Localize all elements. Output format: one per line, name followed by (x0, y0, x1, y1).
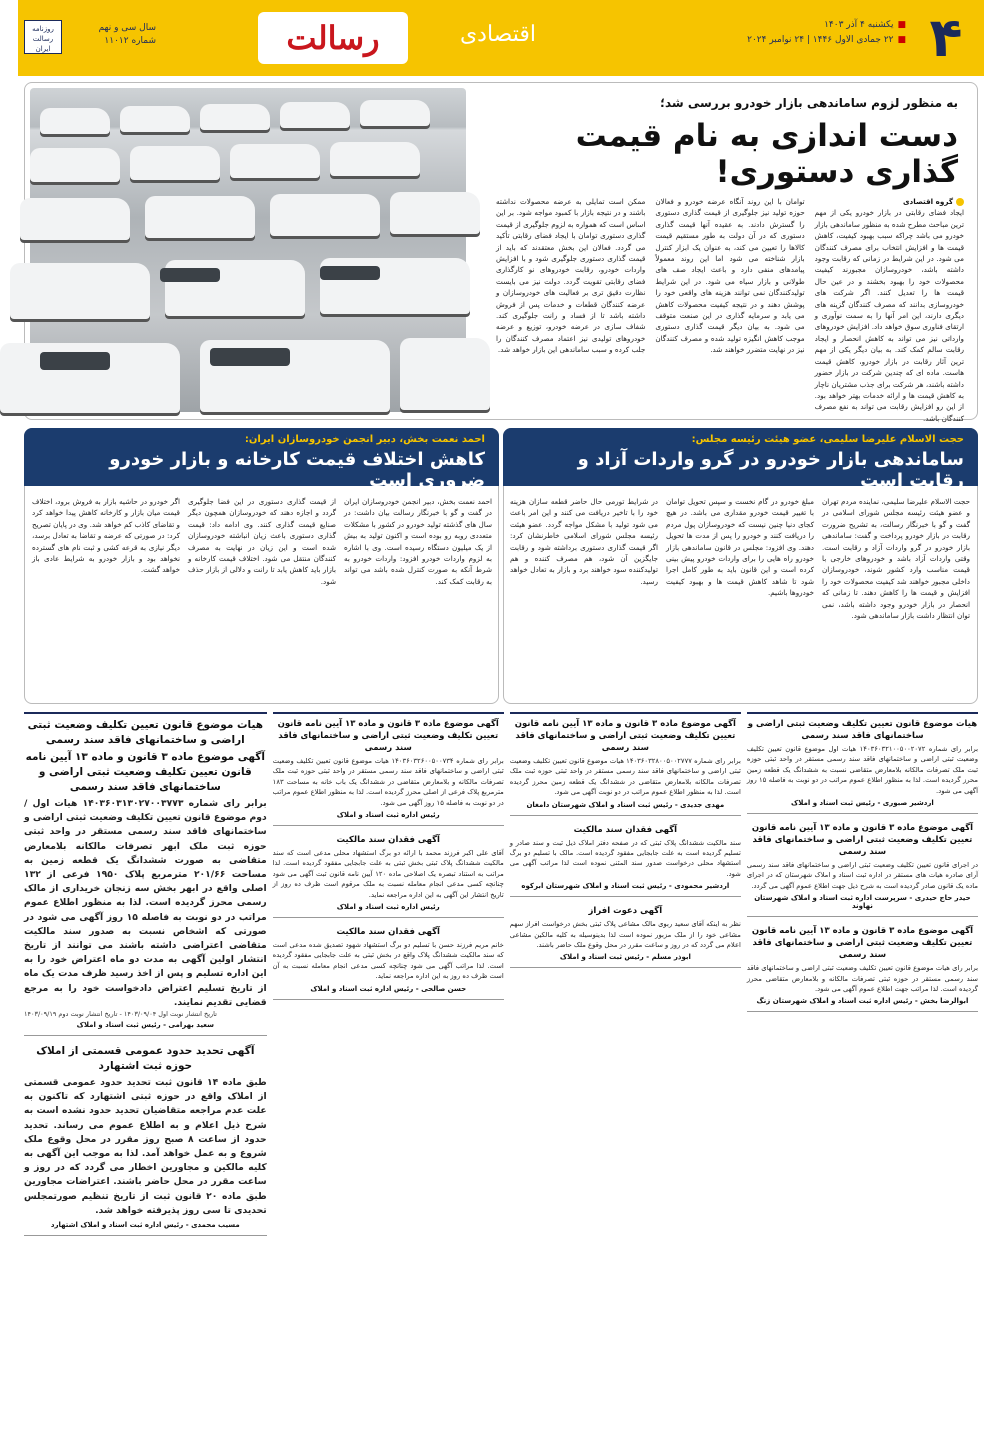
ad-title: آگهی موضوع ماده ۳ قانون و ماده ۱۳ آیین نامه قانون تعیین تکلیف وضعیت ثبتی اراضی و ساختمانهای فاقد سند رسمی (277, 719, 499, 753)
ad-title: آگهی فقدان سند مالکیت (336, 927, 440, 938)
ad-item (273, 718, 504, 826)
section-title: اقتصادی (459, 22, 537, 47)
ad-text: برابر رای شماره ۱۴۰۳۶۰۳۲۱۰۰۵۰۰۲۰۷۲ هیات اول موضوع قانون تعیین تکلیف وضعیت ثبتی اراضی و ساختمانهای فاقد سند رسمی مستقر در واحد ثبتی حوزه ثبت ملک تصرفات مالکانه بلامعارض متقاضی نسبت به ششدانگ یک قطعه زمین محرز گردیده است. لذا به منظور اطلاع عموم مراتب در دو نوبت به فاصله ۱۵ روز آگهی می شود. (746, 745, 979, 795)
ad-title: آگهی موضوع ماده ۳ قانون و ماده ۱۳ آیین نامه قانون تعیین تکلیف وضعیت ثبتی اراضی و ساختمانهای فاقد سند رسمی (751, 926, 974, 961)
ad-signature: مسیب محمدی - رئیس اداره ثبت اسناد و املاک اشتهارد (50, 1221, 240, 1230)
ad-signature: اردشیر صبوری - رئیس ثبت اسناد و املاک (791, 799, 934, 808)
top-story-body (496, 196, 964, 423)
feature-left-header (24, 428, 499, 491)
masthead (18, 0, 984, 76)
ad-item (747, 925, 978, 1012)
top-story-text: ایجاد فضای رقابتی در بازار خودرو یکی از مهم ترین مباحث مطرح شده به منظور ساماندهی بازار خودرو می باشد چراکه سبب بهبود کیفیت، کاهش قیمت ها و افزایش انتخاب برای مصرف کنندگان می شود. در این شرایط در زمانی که رقابت وجود داشته باشد، خودروسازان مجبورند کیفیت محصولات خود را بهبود بخشند و در عین حال قیمت ها را تعدیل کنند. اگر شرکت های خودروسازی بدانند که مصرف کنندگان گزینه های دیگری دارند، این امر آنها را به سمت نوآوری و ارتقای فناوری سوق خواهد داد. افزایش خودروهای وارداتی نیز می تواند به کاهش انحصار و ایجاد رقابت سالم کمک کند. به بیان دیگر یکی از مهم ترین آثار رقابت در بازار خودرو، کاهش قیمت هاست. ماده ای که چندین شرکت در بازار حضور داشته باشند، هر شرکت برای جذب مشتریان ناچار به کاهش قیمت ها و ارائه خدمات بهتر خواهد بود. از این رو افزایش رقابت می تواند به نفع مصرف کنندگان باشد. (814, 208, 964, 423)
ad-signature: رئیس اداره ثبت اسناد و املاک (336, 811, 440, 820)
top-story-column (655, 196, 804, 414)
ad-title: هیات موضوع قانون تعیین تکلیف وضعیت ثبتی اراضی و ساختمانهای فاقد سند رسمی (747, 719, 978, 741)
feature-right-headline: ساماندهی بازار خودرو در گرو واردات آزاد و رقابت است (577, 449, 964, 491)
car-lot-photo (30, 88, 466, 412)
page-number: ۴ (929, 6, 963, 69)
feature-right-kicker: حجت الاسلام علیرضا سلیمی، عضو هیئت رئیسه مجلس: (691, 434, 964, 445)
feature-column: اگر خودرو در حاشیه بازار به فروش برود، اختلاف قیمت میان بازار و کارخانه کاهش پیدا خواهد کرد و تقاضای کاذب کم خواهد شد. وی در پایان تصریح کرد: در صورتی که عرضه و تقاضا به تعادل برسد، دیگر نیازی به قرعه کشی و ثبت نام های گسترده نخواهد بود و بازار خودرو به شرایط عادی باز خواهد گشت. (32, 497, 180, 575)
ad-item (24, 718, 267, 1036)
ad-column (273, 712, 504, 1436)
ad-item (747, 822, 978, 917)
ad-signature: سعید بهرامی - رئیس ثبت اسناد و املاک (76, 1021, 215, 1030)
ad-text: در اجرای قانون تعیین تکلیف وضعیت ثبتی اراضی و ساختمانهای فاقد سند رسمی آرای صادره هیات های مستقر در اداره ثبت اسناد و املاک شهرستان که در اجرای ماده یک قانون صادر گردیده است به شرح ذیل جهت اطلاع عموم آگهی می گردد. (746, 861, 978, 890)
ad-text: نظر به اینکه آقای سعید ربوی مالک مشاعی پلاک ثبتی بخش درخواست افراز سهم مشاعی خود را از ملک مزبور نموده است لذا بدینوسیله به کلیه مالکین مشاعی اعلام می گردد که در روز و ساعت مقرر در محل وقوع ملک حاضر باشند. (509, 920, 741, 950)
ad-signature: ابوذر مسلم - رئیس ثبت اسناد و املاک (559, 953, 691, 962)
feature-column: احمد نعمت بخش، دبیر انجمن خودروسازان ایران در گفت و گو با خبرنگار رسالت بیان داشت: در سال های گذشته تولید خودرو در کشور با مشکلات متعددی روبه رو بوده است و اکنون تولید به بیش از یک میلیون دستگاه رسیده است. وی با اشاره به لزوم واردات خودرو افزود: واردات خودرو به شرط آنکه به صورت کنترل شده باشد می تواند به رقابت کمک کند. (344, 497, 492, 586)
feature-column: حجت الاسلام علیرضا سلیمی، نماینده مردم تهران و عضو هیئت رئیسه مجلس شورای اسلامی در گفت و گو با خبرنگار رسالت، به تشریح ضرورت رقابت در بازار خودرو پرداخت و گفت: ساماندهی بازار خودرو در گرو واردات آزاد و رقابت است. وقتی واردات آزاد باشد و خودروهای خارجی با قیمت مناسب وارد کشور شوند، خودروسازان داخلی مجبور خواهند شد کیفیت محصولات خود را افزایش و قیمت ها را کاهش دهند. تا زمانی که انحصار در بازار خودرو وجود داشته باشد، نمی توان انتظار داشت بازار ساماندهی شود. (822, 497, 970, 621)
ad-item (747, 718, 978, 814)
ad-dates: تاریخ انتشار نوبت اول ۱۴۰۳/۰۹/۰۴ - تاریخ انتشار نوبت دوم ۱۴۰۳/۰۹/۱۹ (24, 1010, 217, 1019)
ad-signature: حسن صالحی - رئیس اداره ثبت اسناد و املاک (310, 984, 467, 993)
feature-left-body (32, 496, 492, 700)
date-hijri-gregorian: ۲۲ جمادی الاول ۱۴۴۶ | ۲۴ نوامبر ۲۰۲۴ (747, 35, 894, 45)
date-persian: یکشنبه ۴ آذر ۱۴۰۳ (824, 20, 894, 30)
newspaper-logo: رسالت (258, 12, 408, 64)
ad-column (747, 712, 978, 1436)
ad-text: برابر رای هیات موضوع قانون تعیین تکلیف وضعیت ثبتی اراضی و ساختمانهای فاقد سند رسمی مستقر در حوزه ثبتی تصرفات مالکانه و بلامعارض متقاضی محرز گردیده است. لذا مراتب جهت اطلاع عموم آگهی می شود. (746, 964, 978, 994)
feature-right-body (510, 496, 970, 700)
ad-title: آگهی فقدان سند مالکیت (573, 824, 678, 835)
mini-logo: روزنامه رسالت ایران (24, 20, 62, 54)
ad-text: برابر رای شماره ۱۴۰۳۶۰۳۲۸۰۰۵۰۰۲۷۷۷ هیات موضوع قانون تعیین تکلیف وضعیت ثبتی اراضی و ساختمانهای فاقد سند رسمی مستقر در واحد ثبتی حوزه ثبت ملک تصرفات مالکانه بلامعارض متقاضی در ششدانگ یک قطعه زمین محرز گردیده است. لذا به منظور اطلاع عموم مراتب در دو نوبت آگهی می شود. (509, 757, 741, 797)
ad-item (273, 834, 504, 918)
ad-column (510, 712, 741, 1436)
ad-item (510, 718, 741, 816)
ad-item (24, 1044, 267, 1236)
ad-signature: رئیس اداره ثبت اسناد و املاک (336, 903, 440, 912)
feature-left-kicker: احمد نعمت بخش، دبیر انجمن خودروسازان ایران: (244, 434, 485, 445)
ad-signature: اردشیر محمودی - رئیس ثبت اسناد و املاک شهرستان ابرکوه (521, 882, 730, 891)
date-block: ■یکشنبه ۴ آذر ۱۴۰۳ ■۲۲ جمادی الاول ۱۴۴۶ | ۲۴ نوامبر ۲۰۲۴ (747, 20, 906, 45)
ad-title: آگهی دعوت افراز (588, 906, 663, 917)
ad-text: طبق ماده ۱۴ قانون ثبت تحدید حدود عمومی قسمتی از املاک واقع در حوزه ثبتی اشتهارد که تاکنون به علت عدم مراجعه متقاضیان تحدید حدود نشده است به شرح ذیل اعلام و به اطلاع عموم می رساند. تحدید حدود از ساعت ۸ صبح روز مقرر در محل وقوع ملک شروع و به عمل خواهد آمد. لذا به موجب این آگهی به کلیه مالکین و مجاورین اخطار می گردد که در روز و ساعت مقرر در محل حاضر باشند. اعتراضات مجاورین طبق ماده ۲۰ قانون ثبت از تاریخ تنظیم صورتمجلس تحدیدی تا سی روز پذیرفته خواهد شد. (24, 1077, 267, 1216)
classifieds (24, 712, 978, 1436)
agency-label: گروه اقتصادی (815, 196, 964, 207)
feature-right-header (503, 428, 978, 491)
issue-number: شماره ۱۱۰۱۲ (104, 36, 156, 46)
ad-signature: حیدر حاج حیدری - سرپرست اداره ثبت اسناد و املاک شهرستان نهاوند (754, 894, 971, 911)
ad-signature: مهدی جدیدی - رئیس ثبت اسناد و املاک شهرستان دامغان (526, 800, 725, 809)
ad-item (510, 824, 741, 898)
ad-item (273, 926, 504, 1000)
ad-title: هیات موضوع قانون تعیین تکلیف وضعیت ثبتی اراضی و ساختمانهای فاقد سند رسمی (27, 719, 264, 746)
ad-title: آگهی فقدان سند مالکیت (336, 835, 440, 846)
ad-title: آگهی موضوع ماده ۳ قانون و ماده ۱۳ آیین نامه قانون تعیین تکلیف وضعیت ثبتی اراضی و ساختمانهای فاقد سند رسمی (514, 719, 736, 753)
ad-text: آقای علی اکبر فرزند محمد با ارائه دو برگ استشهاد محلی مدعی است که سند مالکیت ششدانگ پلاک ثبتی بخش ثبتی به علت جابجایی مفقود گردیده است. لذا مراتب به استناد تبصره یک اصلاحی ماده ۱۲۰ آیین نامه قانون ثبت آگهی می شود چنانچه کسی مدعی انجام معامله نسبت به ملک مرقوم است ظرف ده روز از تاریخ انتشار این آگهی به این اداره مراجعه نماید. (272, 849, 504, 899)
ad-item (510, 905, 741, 968)
top-story-column (496, 196, 645, 414)
feature-column: مبلغ خودرو در گام نخست و سپس تحویل توامان با تغییر قیمت خودرو مقداری می باشد. در هیچ کجای دنیا چنین نیست که خودروسازان پول مردم را دریافت کنند و خودرو را پس از مدت ها تحویل دهند. وی افزود: مجلس در قانون ساماندهی بازار خودرو راه هایی را برای واردات خودرو پیش بینی کرده است و این قانون باید به طور کامل اجرا شود تا شاهد کاهش قیمت ها و بهبود کیفیت خودروها باشیم. (666, 497, 814, 598)
ad-text: سند مالکیت ششدانگ پلاک ثبتی که در صفحه دفتر املاک ذیل ثبت و سند صادر و تسلیم گردیده است به علت جابجایی مفقود گردیده است. مالک با تسلیم دو برگ استشهاد محلی درخواست صدور سند المثنی نموده است لذا مراتب آگهی می شود. (509, 838, 741, 878)
issue-info (66, 22, 156, 48)
feature-column: در شرایط تورمی حال حاضر قطعه سازان هزینه خود را با تاخیر دریافت می کنند و این امر باعث می شود تولید با مشکل مواجه گردد. عضو هیئت رئیسه مجلس شورای اسلامی خاطرنشان کرد: اگر قیمت گذاری دستوری برداشته شود و رقابت جایگزین آن شود، هم مصرف کننده و هم تولیدکننده سود خواهند برد و بازار به تعادل خواهد رسید. (510, 497, 658, 586)
ad-title: آگهی تحدید حدود عمومی قسمتی از املاک حوزه ثبت اشتهارد (36, 1045, 255, 1073)
ad-subtitle: آگهی موضوع ماده ۳ قانون و ماده ۱۳ آیین نامه قانون تعیین تکلیف وضعیت ثبتی اراضی و ساختمانهای فاقد سند رسمی (25, 751, 265, 793)
ad-text: برابر رای شماره ۱۴۰۳۶۰۳۱۳۰۲۷۰۰۳۷۷۳ هیات اول / دوم موضوع قانون تعیین تکلیف وضعیت ثبتی اراضی و ساختمانهای فاقد سند رسمی مستقر در واحد ثبتی حوزه ثبت ملک ابهر تصرفات مالکانه بلامعارض متقاضی به صورت ششدانگ یک قطعه زمین به مساحت ۲۰۱/۶۶ مترمربع پلاک ۱۹۵۰ فرعی از ۱۳۲ اصلی واقع در ابهر بخش سه زنجان خریداری از مالک رسمی محرز گردیده است. لذا به منظور اطلاع عموم مراتب در دو نوبت به فاصله ۱۵ روز آگهی می شود در صورتی که اشخاص نسبت به صدور سند مالکیت متقاضی اعتراضی داشته باشند می توانند از تاریخ انتشار اولین آگهی به مدت دو ماه اعتراض خود را به این اداره تسلیم و پس از اخذ رسید ظرف مدت یک ماه از تاریخ تسلیم اعتراض دادخواست خود را به مرجع قضایی تقدیم نمایند. (24, 798, 267, 1008)
top-story-column (814, 196, 964, 423)
ad-text: برابر رای شماره ۱۴۰۳۶۰۳۲۶۰۰۵۰۰۷۳۴ هیات موضوع قانون تعیین تکلیف وضعیت ثبتی اراضی و ساختمانهای فاقد سند رسمی مستقر در واحد ثبتی حوزه ثبت ملک تصرفات مالکانه و بلامعارض متقاضی در ششدانگ یک باب خانه به مساحت ۱۸۳ مترمربع پلاک فرعی از اصلی محرز گردیده است. لذا به منظور اطلاع عموم مراتب در دو نوبت به فاصله ۱۵ روز آگهی می شود. (272, 757, 504, 807)
top-story-text: توامان با این روند آنگاه عرضه خودرو و فعالان حوزه تولید نیز جلوگیری از قیمت گذاری دستوری را گسترش دادند. به عقیده آنها قیمت گذاری دستوری که در آن دولت به طور مستقیم قیمت کالاها را تعیین می کند، به عنوان یک ابزار کنترل بازار شناخته می شود اما این روند معمولاً پیامدهای منفی دارد و باعث ایجاد صف های طولانی و بازار سیاه می شود. در این شرایط تولیدکنندگان نمی توانند هزینه های واقعی خود را پوشش دهند و در نتیجه کیفیت محصولات کاهش می یابد و سرمایه گذاری در این صنعت متوقف می شود. به بیان دیگر قیمت گذاری دستوری موجب کاهش انگیزه تولید شده و مصرف کنندگان نیز در نهایت متضرر خواهند شد. (655, 197, 805, 355)
ad-signature: ابوالرضا بخش - رئیس اداره ثبت اسناد و املاک شهرستان زنگ (756, 997, 969, 1006)
feature-left-headline: کاهش اختلاف قیمت کارخانه و بازار خودرو ضروری است (109, 449, 485, 491)
ad-text: خانم مریم فرزند حسن با تسلیم دو برگ استشهاد شهود تصدیق شده مدعی است که سند مالکیت ششدانگ پلاک واقع در بخش ثبتی به علت جابجایی مفقود گردیده است. لذا مراتب آگهی می شود چنانچه کسی مدعی انجام معامله نسبت به آن است ظرف ده روز به این اداره مراجعه نماید. (272, 941, 504, 981)
issue-year: سال سی و نهم (98, 23, 156, 33)
top-story-kicker: به منظور لزوم ساماندهی بازار خودرو بررسی شد؛ (660, 96, 958, 110)
top-story-headline: دست اندازی به نام قیمت گذاری دستوری! (575, 118, 958, 190)
ad-column (24, 712, 267, 1436)
ad-title: آگهی موضوع ماده ۳ قانون و ماده ۱۳ آیین نامه قانون تعیین تکلیف وضعیت ثبتی اراضی و ساختمانهای فاقد سند رسمی (751, 823, 974, 858)
top-story-text: ممکن است تمایلی به عرضه محصولات نداشته باشند و در نتیجه بازار با کمبود مواجه شود. بر این اساس است که همواره به لزوم جلوگیری از قیمت گذاری دستوری توامان با ایجاد فضای رقابتی تأکید می گردد. فعالان این بخش معتقدند که باید از قیمت گذاری دستوری جلوگیری شود و با افزایش واردات خودرو، رقابت خودروهای نو کارگذاری فضای رقابتی تقویت گردد. دولت نیز می بایست نظارت دقیق تری بر فعالیت های خودروسازان و عرضه کنندگان قطعات و خدمات پس از فروش داشته باشد تا از فساد و رانت جلوگیری کند. شفاف سازی در عرضه خودرو، توزیع و عرضه خودروهای تولیدی نیز اعتماد مصرف کنندگان را جلب کرده و سبب ساماندهی این بازار خواهد شد. (496, 197, 646, 355)
feature-column: از قیمت گذاری دستوری در این فضا جلوگیری گردد و اجازه دهند که خودروسازان همچون دیگر صنایع قیمت گذاری کنند. وی ادامه داد: قیمت گذاری دستوری باعث زیان انباشته خودروسازان شده است و این زیان در نهایت به مصرف کنندگان منتقل می شود. اختلاف قیمت کارخانه و بازار باید کاهش یابد تا رانت و دلالی از بازار حذف شود. (188, 497, 336, 586)
